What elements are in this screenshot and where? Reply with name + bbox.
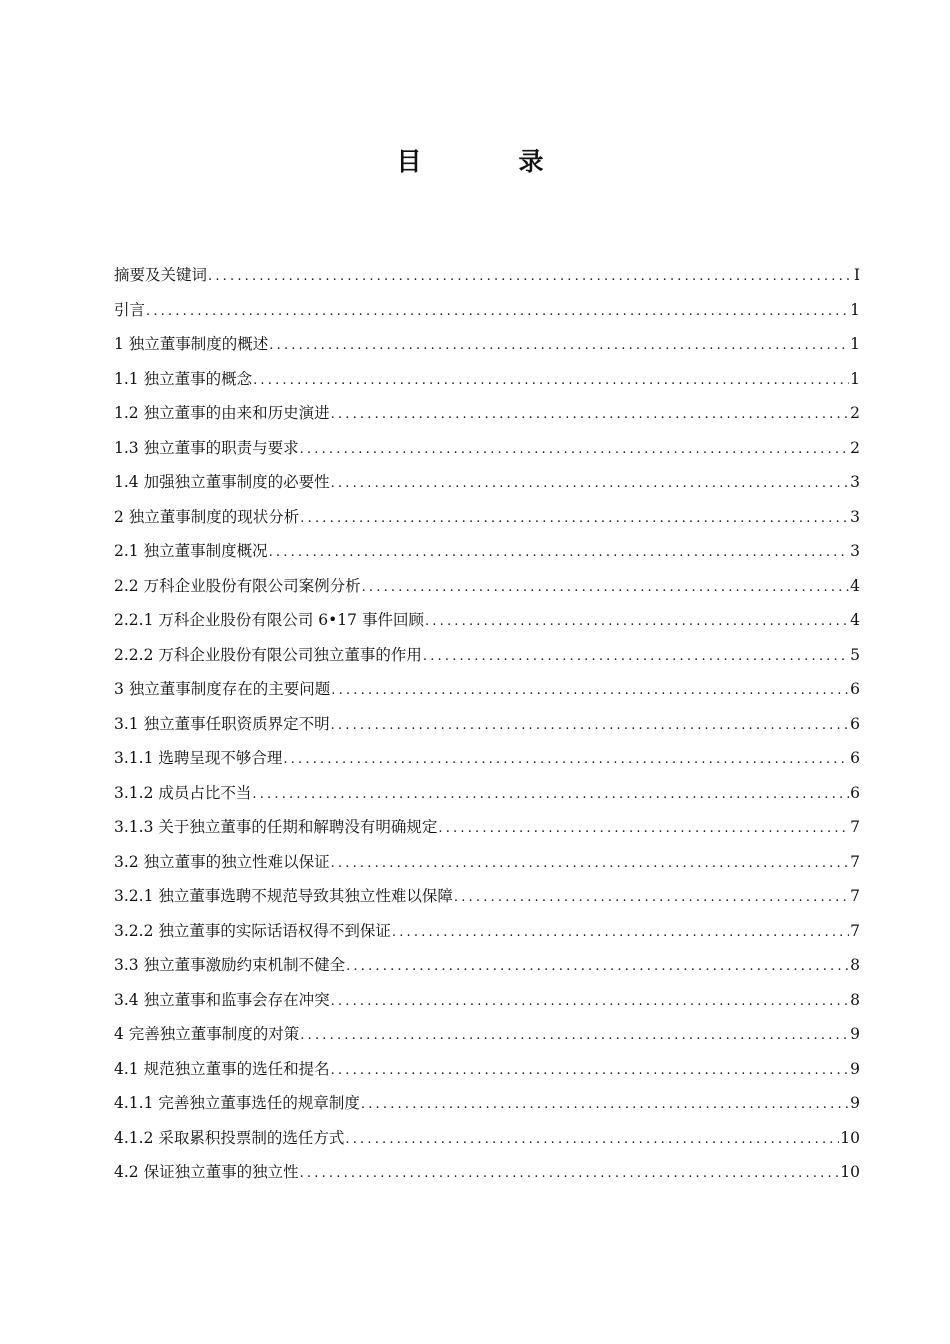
toc-dot-leader xyxy=(331,987,850,1015)
toc-entry-page-number: 1 xyxy=(850,300,860,319)
toc-dot-leader xyxy=(345,1125,839,1153)
toc-entry[interactable] xyxy=(114,849,860,884)
toc-entry-label: 引言 xyxy=(114,300,146,319)
toc-entry-page-number: 4 xyxy=(850,611,860,629)
toc-entry-page-number: 8 xyxy=(850,956,860,974)
toc-entry-page-number: 10 xyxy=(840,1128,860,1147)
toc-entry-page-number: 7 xyxy=(850,887,860,905)
toc-dot-leader xyxy=(253,366,849,394)
toc-dot-leader xyxy=(252,780,849,808)
toc-entry-page-number: 2 xyxy=(850,438,860,457)
toc-entry-page-number: I xyxy=(853,266,860,284)
toc-entry-label: 1.2 独立董事的由来和历史演进 xyxy=(114,404,330,422)
toc-entry-label: 2 独立董事制度的现状分析 xyxy=(114,507,300,526)
toc-entry[interactable] xyxy=(114,1021,860,1056)
toc-dot-leader xyxy=(392,918,849,946)
toc-entry-page-number: 6 xyxy=(850,680,860,698)
toc-dot-leader xyxy=(346,952,849,980)
toc-dot-leader xyxy=(146,297,849,325)
toc-dot-leader xyxy=(454,883,849,911)
toc-entry-page-number: 10 xyxy=(840,1163,860,1181)
toc-entry-label: 3.1.2 成员占比不当 xyxy=(114,783,252,802)
toc-entry-page-number: 7 xyxy=(850,921,860,940)
toc-entry[interactable] xyxy=(114,1125,860,1160)
toc-entry[interactable] xyxy=(114,331,860,366)
toc-entry-page-number: 7 xyxy=(850,818,860,836)
toc-entry-page-number: 1 xyxy=(850,335,860,353)
toc-entry[interactable] xyxy=(114,1159,860,1194)
toc-entry-label: 3.1.3 关于独立董事的任期和解聘没有明确规定 xyxy=(114,818,438,836)
toc-entry[interactable] xyxy=(114,987,860,1022)
toc-entry-label: 4.2 保证独立董事的独立性 xyxy=(114,1163,299,1181)
toc-dot-leader xyxy=(331,711,850,739)
toc-entry[interactable] xyxy=(114,400,860,435)
toc-dot-leader xyxy=(331,469,850,497)
toc-entry[interactable] xyxy=(114,918,860,953)
toc-dot-leader xyxy=(269,538,850,566)
toc-entry[interactable] xyxy=(114,262,860,297)
toc-dot-leader xyxy=(283,745,849,773)
toc-dot-leader xyxy=(208,262,853,290)
toc-entry[interactable] xyxy=(114,676,860,711)
toc-entry-label: 4.1.2 采取累积投票制的选任方式 xyxy=(114,1128,345,1147)
toc-entry-label: 4 完善独立董事制度的对策 xyxy=(114,1025,300,1043)
toc-entry-label: 摘要及关键词 xyxy=(114,266,208,284)
page-title: 目 录 xyxy=(396,147,580,176)
toc-entry-page-number: 2 xyxy=(850,404,860,422)
toc-dot-leader xyxy=(269,331,849,359)
toc-entry-page-number: 6 xyxy=(850,749,860,767)
toc-entry-label: 3.1 独立董事任职资质界定不明 xyxy=(114,714,330,733)
toc-dot-leader xyxy=(331,1056,850,1084)
toc-entry-page-number: 9 xyxy=(850,1025,860,1043)
toc-entry[interactable] xyxy=(114,642,860,677)
toc-entry[interactable] xyxy=(114,1056,860,1091)
toc-entry-page-number: 5 xyxy=(850,645,860,664)
toc-entry-page-number: 6 xyxy=(850,714,860,733)
toc-entry-label: 1.3 独立董事的职责与要求 xyxy=(114,438,299,457)
toc-entry-page-number: 7 xyxy=(850,852,860,871)
toc-entry[interactable] xyxy=(114,469,860,504)
toc-entry[interactable] xyxy=(114,573,860,608)
toc-entry[interactable] xyxy=(114,814,860,849)
toc-entry-label: 4.1 规范独立董事的选任和提名 xyxy=(114,1059,330,1078)
toc-entry-label: 3.3 独立董事激励约束机制不健全 xyxy=(114,956,346,974)
toc-entry-page-number: 3 xyxy=(850,473,860,491)
toc-dot-leader xyxy=(331,400,850,428)
toc-entry-label: 3.2.2 独立董事的实际话语权得不到保证 xyxy=(114,921,391,940)
toc-entry-label: 2.1 独立董事制度概况 xyxy=(114,542,268,560)
table-of-contents xyxy=(114,262,860,1194)
toc-entry[interactable] xyxy=(114,504,860,539)
toc-entry-label: 4.1.1 完善独立董事选任的规章制度 xyxy=(114,1094,360,1112)
toc-entry-page-number: 9 xyxy=(850,1059,860,1078)
toc-entry-label: 2.2.1 万科企业股份有限公司 6•17 事件回顾 xyxy=(114,611,424,629)
toc-entry[interactable] xyxy=(114,435,860,470)
toc-entry-label: 1.1 独立董事的概念 xyxy=(114,369,253,388)
toc-entry-label: 3.2.1 独立董事选聘不规范导致其独立性难以保障 xyxy=(114,887,453,905)
toc-entry-label: 2.2.2 万科企业股份有限公司独立董事的作用 xyxy=(114,645,422,664)
toc-entry-label: 1 独立董事制度的概述 xyxy=(114,335,269,353)
toc-entry-page-number: 4 xyxy=(850,576,860,595)
toc-dot-leader xyxy=(331,849,850,877)
toc-dot-leader xyxy=(362,573,850,601)
toc-dot-leader xyxy=(300,504,849,532)
toc-entry[interactable] xyxy=(114,883,860,918)
toc-entry[interactable] xyxy=(114,952,860,987)
toc-entry[interactable] xyxy=(114,366,860,401)
toc-dot-leader xyxy=(300,1159,840,1187)
toc-entry[interactable] xyxy=(114,745,860,780)
toc-entry[interactable] xyxy=(114,538,860,573)
toc-entry-page-number: 1 xyxy=(850,369,860,388)
toc-entry-page-number: 3 xyxy=(850,542,860,560)
toc-entry-label: 3.1.1 选聘呈现不够合理 xyxy=(114,749,283,767)
toc-entry-label: 2.2 万科企业股份有限公司案例分析 xyxy=(114,576,361,595)
toc-entry[interactable] xyxy=(114,607,860,642)
toc-entry-page-number: 3 xyxy=(850,507,860,526)
toc-entry[interactable] xyxy=(114,780,860,815)
toc-entry-label: 3.4 独立董事和监事会存在冲突 xyxy=(114,990,330,1009)
toc-dot-leader xyxy=(361,1090,849,1118)
toc-dot-leader xyxy=(300,1021,849,1049)
toc-dot-leader xyxy=(438,814,849,842)
toc-dot-leader xyxy=(423,642,849,670)
toc-entry[interactable] xyxy=(114,297,860,332)
toc-entry[interactable] xyxy=(114,1090,860,1125)
toc-entry-label: 3.2 独立董事的独立性难以保证 xyxy=(114,852,330,871)
toc-dot-leader xyxy=(425,607,849,635)
toc-entry-page-number: 6 xyxy=(850,783,860,802)
toc-entry-page-number: 8 xyxy=(850,990,860,1009)
toc-entry[interactable] xyxy=(114,711,860,746)
toc-entry-label: 1.4 加强独立董事制度的必要性 xyxy=(114,473,330,491)
toc-dot-leader xyxy=(331,676,849,704)
toc-entry-page-number: 9 xyxy=(850,1094,860,1112)
toc-entry-label: 3 独立董事制度存在的主要问题 xyxy=(114,680,331,698)
toc-dot-leader xyxy=(300,435,850,463)
